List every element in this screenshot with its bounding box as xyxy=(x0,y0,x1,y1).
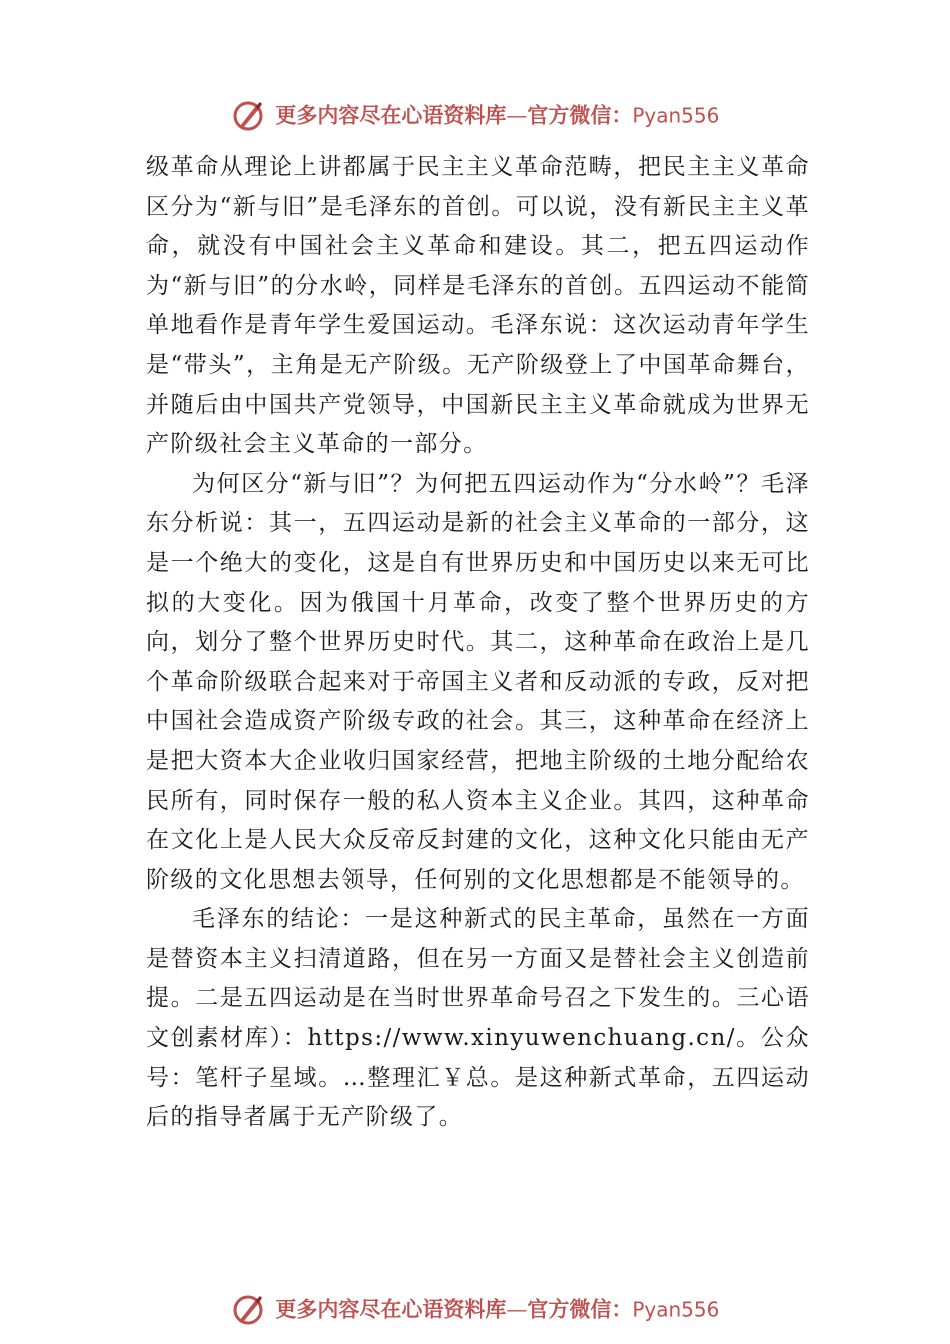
watermark-sub-text: 官方微信： xyxy=(527,102,633,128)
footer-watermark xyxy=(0,1288,950,1328)
watermark-main-text: 更多内容尽在心语资料库 xyxy=(275,102,507,128)
pen-logo-icon xyxy=(231,1293,265,1327)
watermark-wechat-id: Pyan556 xyxy=(632,103,720,128)
pen-logo-icon xyxy=(231,99,265,133)
paragraph-2: 为何区分“新与旧”？为何把五四运动作为“分水岭”？毛泽东分析说：其一，五四运动是新的社会主义革命的一部分，这是一个绝大的变化，这是自有世界历史和中国历史以来无可比拟的大变化。因为俄国十月革命，改变了整个世界历史的方向，划分了整个世界历史时代。其二，这种革命在政治上是几个革命阶级联合起来对于帝国主义者和反动派的专政，反对把中国社会造成资产阶级专政的社会。其三，这种革命在经济上是把大资本大企业收归国家经营，把地主阶级的土地分配给农民所有，同时保存一般的私人资本主义企业。其四，这种革命在文化上是人民大众反帝反封建的文化，这种文化只能由无产阶级的文化思想去领导，任何别的文化思想都是不能领导的。 xyxy=(146,470,810,893)
paragraph-1: 级革命从理论上讲都属于民主主义革命范畴，把民主主义革命区分为“新与旧”是毛泽东的首创。可以说，没有新民主主义革命，就没有中国社会主义革命和建设。其二，把五四运动作为“新与旧”的分水岭，同样是毛泽东的首创。五四运动不能简单地看作是青年学生爱国运动。毛泽东说：这次运动青年学生是“带头”，主角是无产阶级。无产阶级登上了中国革命舞台，并随后由中国共产党领导，中国新民主主义革命就成为世界无产阶级社会主义革命的一部分。 xyxy=(146,154,810,458)
header-watermark xyxy=(0,94,950,134)
watermark-dash: — xyxy=(506,1297,528,1322)
document-body xyxy=(146,148,810,1138)
paragraph-3: 毛泽东的结论：一是这种新式的民主革命，虽然在一方面是替资本主义扫清道路，但在另一方面又是替社会主义创造前提。二是五四运动是在当时世界革命号召之下发生的。三心语文创素材库）：https://www.xinyuwenchuang.cn/。公众号：笔杆子星域。…整理汇￥总。是这种新式革命，五四运动后的指导者属于无产阶级了。 xyxy=(146,906,810,1131)
watermark-dash: — xyxy=(506,103,528,128)
watermark-main-text: 更多内容尽在心语资料库 xyxy=(275,1296,507,1322)
watermark-wechat-id: Pyan556 xyxy=(632,1297,720,1322)
watermark-sub-text: 官方微信： xyxy=(527,1296,633,1322)
